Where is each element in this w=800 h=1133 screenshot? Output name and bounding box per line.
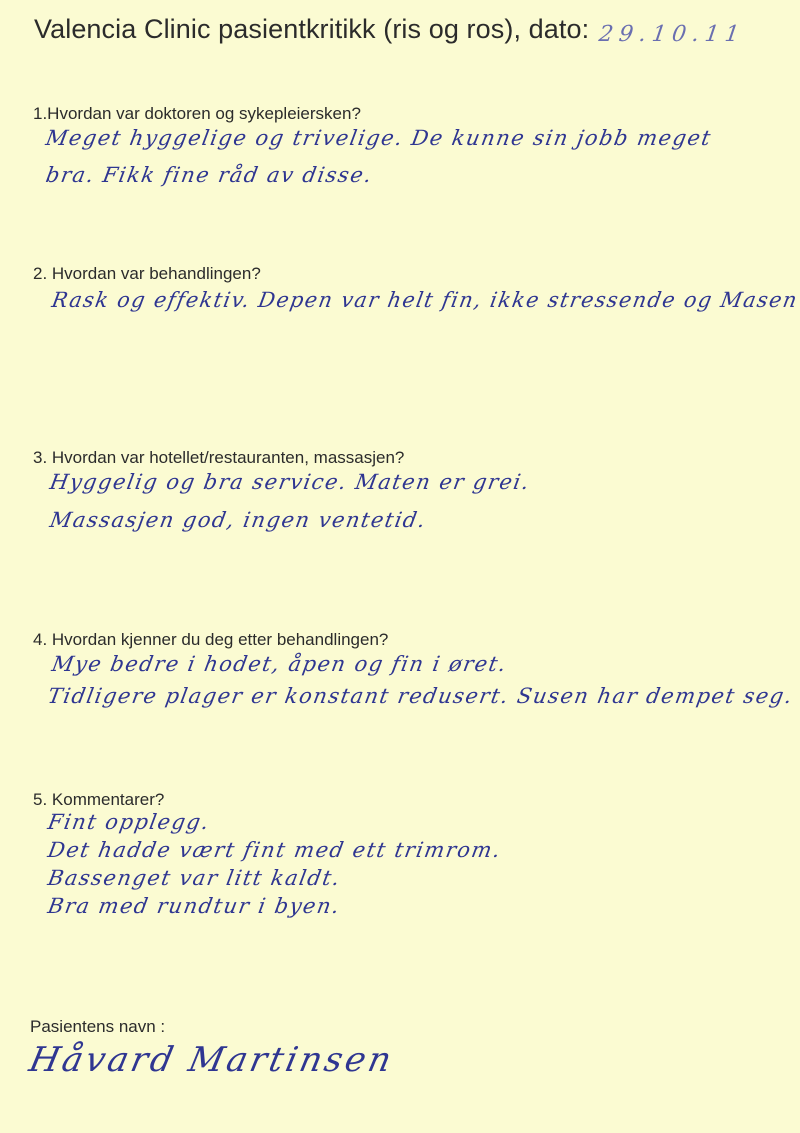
answer-4-line-1: Mye bedre i hodet, åpen og fin i øret. bbox=[50, 652, 510, 676]
question-1-label: 1.Hvordan var doktoren og sykepleiersken? bbox=[33, 104, 361, 123]
answer-1-line-2: bra. Fikk fine råd av disse. bbox=[44, 163, 375, 187]
answer-3-line-2: Massasjen god, ingen ventetid. bbox=[48, 508, 429, 532]
answer-1-line-1: Meget hyggelige og trivelige. De kunne sin jobb meget bbox=[44, 126, 714, 150]
answer-4-line-2: Tidligere plager er konstant redusert. Susen har dempet seg. bbox=[46, 684, 796, 708]
question-2-label: 2. Hvordan var behandlingen? bbox=[33, 264, 261, 283]
answer-3-line-1: Hyggelig og bra service. Maten er grei. bbox=[48, 470, 533, 494]
patient-signature: Håvard Martinsen bbox=[25, 1040, 398, 1080]
answer-5-line-2: Det hadde vært fint med ett trimrom. bbox=[46, 838, 504, 862]
answer-2-line-1: Rask og effektiv. Depen var helt fin, ikke stressende og Masen bbox=[50, 288, 800, 312]
handwritten-date: 29.10.11 bbox=[597, 22, 747, 47]
answer-5-line-4: Bra med rundtur i byen. bbox=[46, 894, 343, 918]
form-title bbox=[34, 14, 745, 45]
question-4-label: 4. Hvordan kjenner du deg etter behandlingen? bbox=[33, 630, 389, 649]
patient-name-label: Pasientens navn : bbox=[30, 1017, 166, 1036]
question-3-label: 3. Hvordan var hotellet/restauranten, massasjen? bbox=[33, 448, 405, 467]
answer-5-line-1: Fint opplegg. bbox=[46, 810, 212, 834]
question-5-label: 5. Kommentarer? bbox=[33, 790, 165, 809]
form-title-text: Valencia Clinic pasientkritikk (ris og ros), dato: bbox=[34, 14, 590, 44]
answer-5-line-3: Bassenget var litt kaldt. bbox=[46, 866, 343, 890]
